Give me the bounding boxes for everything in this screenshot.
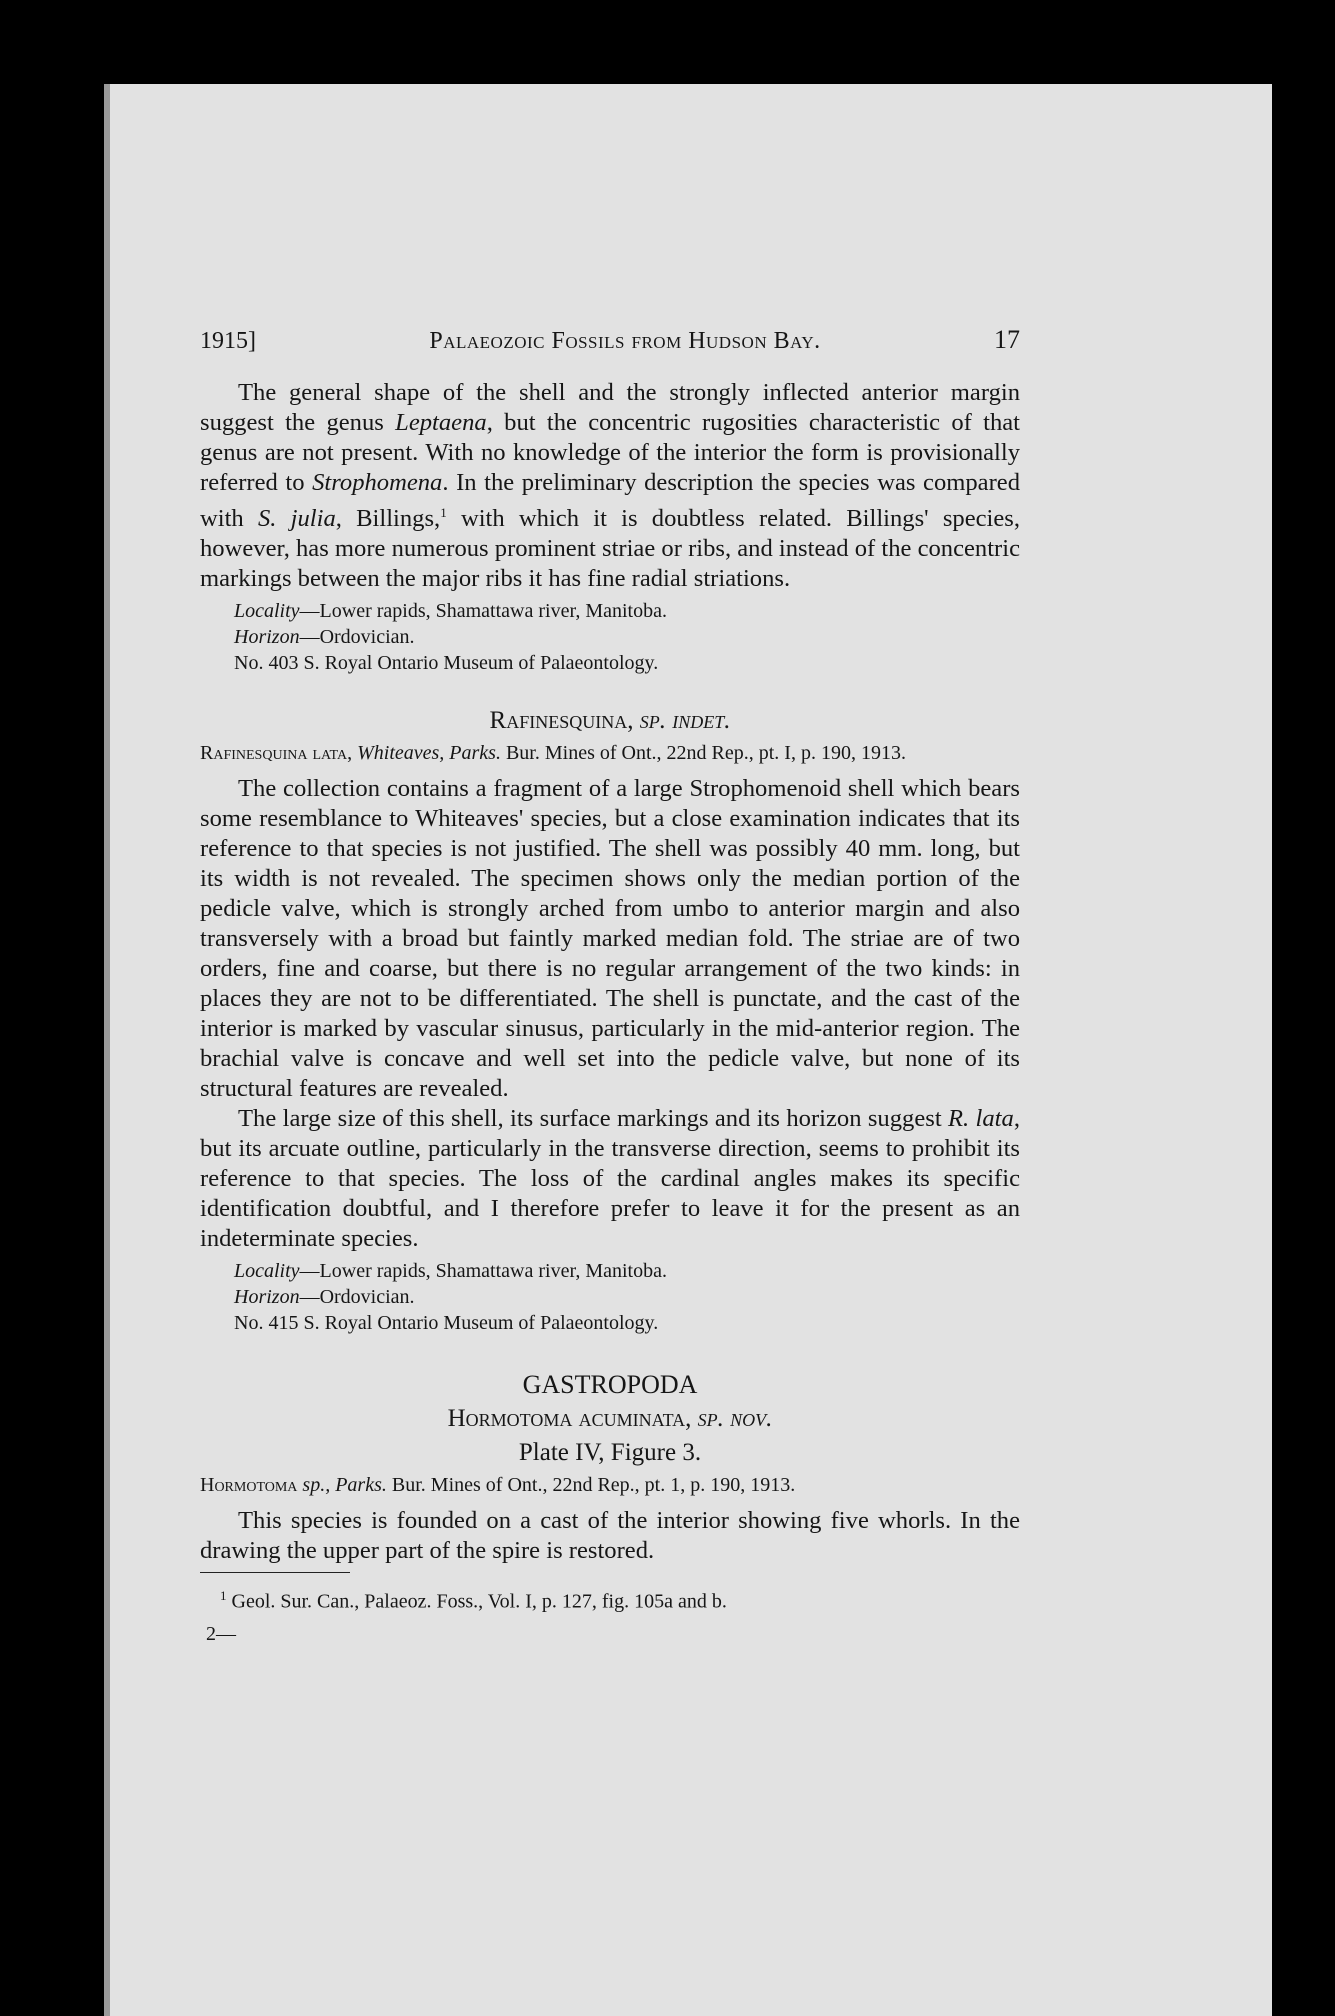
hormotoma-heading: Hormotoma acuminata, sp. nov. [447, 1405, 773, 1433]
strophomena-locality: Locality—Lower rapids, Shamattawa river, Manitoba. [234, 600, 667, 623]
header-year: 1915] [200, 328, 256, 354]
rafinesquina-paragraph-1: The collection contains a fragment of a large Strophomenoid shell which bears some resemblance to Whiteaves' species, but a close examination indicates that its reference to that species is not justified. The shell was possibly 40 mm. long, but its width is not revealed. The specimen shows only the median portion of the pedicle valve, which is strongly arched from umbo to anterior margin and also transversely with a broad but faintly marked median fold. The striae are of two orders, fine and coarse, but there is no regular arrangement of the two kinds: in places they are not to be differentiated. The shell is punctate, and the cast of the interior is marked by vascular sinusus, particularly in the mid-anterior region. The brachial valve is concave and well set into the pedicle valve, but none of its structural features are revealed. [200, 775, 1020, 1103]
class-heading: GASTROPODA [522, 1370, 698, 1400]
hormotoma-synonymy: Hormotoma sp., Parks. Bur. Mines of Ont., 22nd Rep., pt. 1, p. 190, 1913. [200, 1474, 796, 1497]
rafinesquina-heading: Rafinesquina, sp. indet. [489, 707, 731, 735]
signature-mark: 2— [206, 1622, 236, 1645]
rafinesquina-specimen-number: No. 415 S. Royal Ontario Museum of Palaeontology. [234, 1312, 659, 1335]
rafinesquina-paragraph-2: The large size of this shell, its surface markings and its horizon suggest R. lata, but its arcuate outline, particularly in the transverse direction, seems to prohibit its reference to that species. The loss of the cardinal angles makes its specific identification doubtful, and I therefore prefer to leave it for the present as an indeterminate species. [200, 1105, 1020, 1253]
rafinesquina-horizon: Horizon—Ordovician. [234, 1286, 415, 1309]
page-gutter [104, 84, 110, 2016]
footnote-ref: 1 [440, 505, 447, 520]
rafinesquina-locality: Locality—Lower rapids, Shamattawa river, Manitoba. [234, 1260, 667, 1283]
strophomena-paragraph: The general shape of the shell and the strongly inflected anterior margin suggest the genus Leptaena, but the concentric rugosities characteristic of that genus are not present. With no knowledge of the interior the form is provisionally referred to Strophomena. In the preliminary description the species was compared with S. julia, Billings,$^1$ with which it is doubtless related. Billings' species, however, has more numerous prominent striae or ribs, and instead of the concentric markings between the major ribs it has fine radial striations. [200, 379, 1020, 593]
rafinesquina-synonymy: Rafinesquina lata, Whiteaves, Parks. Bur. Mines of Ont., 22nd Rep., pt. I, p. 190, 1913. [200, 742, 906, 765]
running-header [200, 325, 1020, 356]
footnote: $^1$ Geol. Sur. Can., Palaeoz. Foss., Vol. I, p. 127, fig. 105a and b. [220, 1588, 727, 1613]
footnote-rule [200, 1572, 350, 1573]
page-content [200, 325, 1020, 1649]
plate-reference: Plate IV, Figure 3. [518, 1439, 702, 1467]
hormotoma-paragraph: This species is founded on a cast of the interior showing five whorls. In the drawing the upper part of the spire is restored. [200, 1507, 1020, 1565]
strophomena-horizon: Horizon—Ordovician. [234, 626, 415, 649]
strophomena-specimen-number: No. 403 S. Royal Ontario Museum of Palaeontology. [234, 652, 659, 675]
running-title: Palaeozoic Fossils from Hudson Bay. [429, 328, 821, 354]
page-number: 17 [993, 325, 1020, 354]
